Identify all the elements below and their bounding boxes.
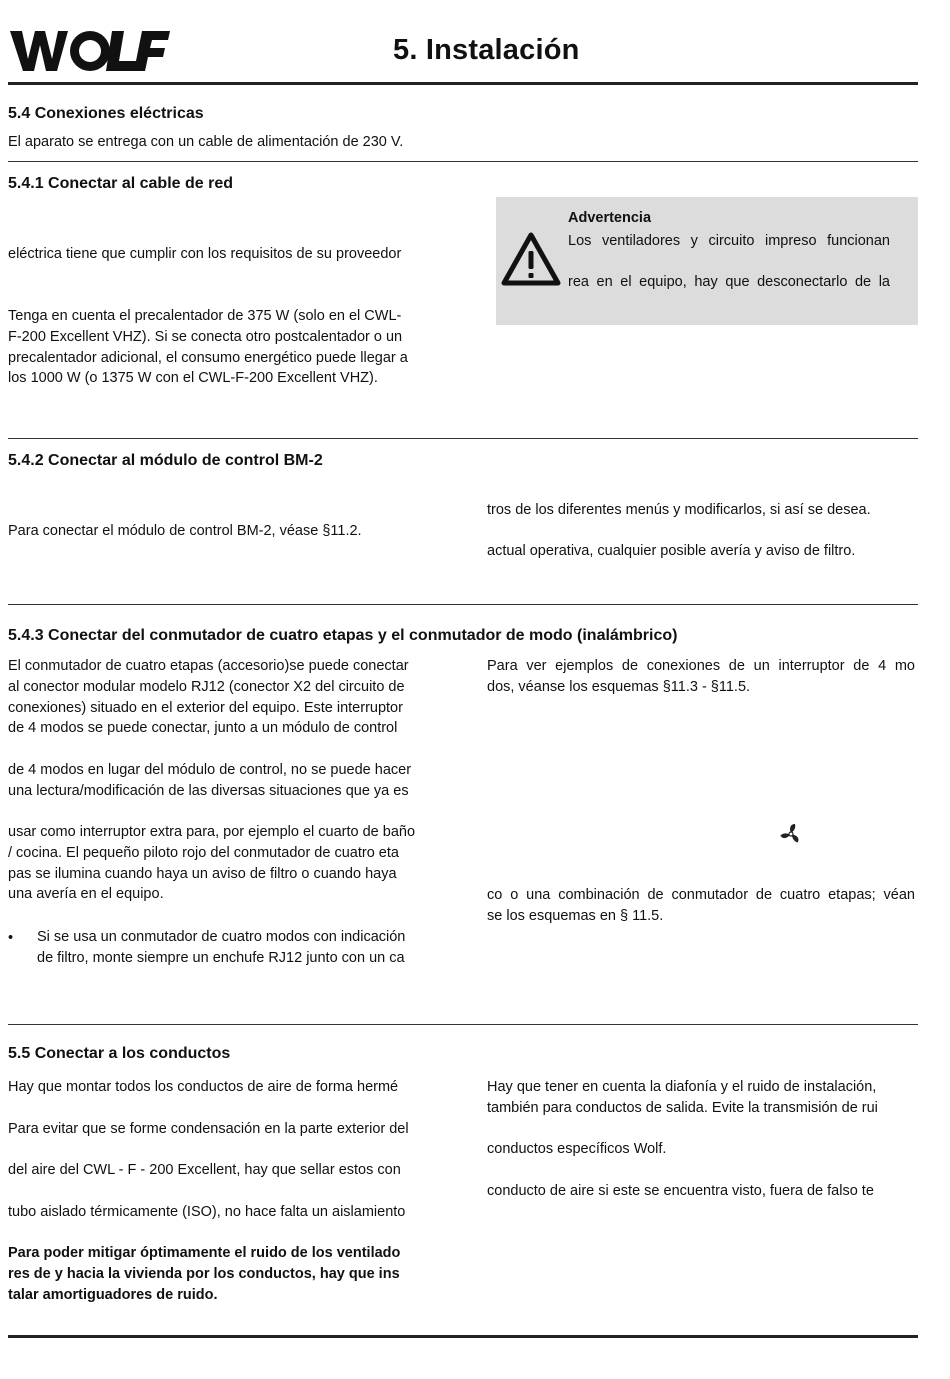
section-divider [8, 161, 918, 162]
switch-examples-paragraph [487, 656, 915, 698]
logo-text: WOLF [8, 27, 11, 28]
section-heading-5-4-2: 5.4.2 Conectar al módulo de control BM-2 [8, 452, 323, 469]
crosstalk-paragraph [487, 1077, 915, 1119]
section-heading-5-5: 5.5 Conectar a los conductos [8, 1045, 231, 1062]
paragraph-line: pas se ilumina cuando haya un aviso de filtro o cuando haya [8, 865, 397, 882]
paragraph-line: res de y hacia la vivienda por los conductos, hay que ins [8, 1265, 400, 1282]
paragraph-line: conexiones) situado en el exterior del equipo. Este interruptor [8, 699, 403, 716]
bullet-mark: • [8, 930, 14, 946]
paragraph-line: Para ver ejemplos de conexiones de un interruptor de 4 mo [487, 658, 915, 674]
paragraph-line: Hay que montar todos los conductos de aire de forma hermé [8, 1079, 399, 1095]
paragraph-line: co o una combinación de conmutador de cuatro etapas; véan [487, 887, 915, 903]
paragraph-line: Para evitar que se forme condensación en la parte exterior del [8, 1121, 409, 1137]
paragraph-line: dos, véanse los esquemas §11.3 - §11.5. [487, 678, 751, 695]
header-rule [8, 82, 918, 85]
paragraph-line: precalentador adicional, el consumo energético puede llegar a [8, 349, 408, 366]
paragraph-line: también para conductos de salida. Evite la transmisión de rui [487, 1099, 878, 1116]
section-divider [8, 604, 918, 605]
paragraph-line: Tenga en cuenta el precalentador de 375 W (solo en el CWL- [8, 308, 402, 324]
bullet-item [37, 927, 439, 969]
switch-paragraph [8, 760, 440, 802]
paragraph-line: del aire del CWL - F - 200 Excellent, hay que sellar estos con [8, 1162, 401, 1178]
paragraph-line: / cocina. El pequeño piloto rojo del conmutador de cuatro eta [8, 844, 399, 861]
wolf-logo [8, 27, 170, 75]
paragraph-line: usar como interruptor extra para, por ejemplo el cuarto de baño [8, 824, 416, 840]
fan-icon [780, 823, 802, 845]
paragraph-line: una avería en el equipo. [8, 886, 164, 903]
preheater-paragraph [8, 306, 440, 389]
paragraph-line: tubo aislado térmicamente (ISO), no hace falta un aislamiento [8, 1204, 406, 1220]
paragraph-line: Hay que tener en cuenta la diafonía y el ruido de instalación, [487, 1079, 877, 1095]
paragraph-line: conductos específicos Wolf. [487, 1141, 667, 1157]
paragraph-line: una lectura/modificación de las diversas situaciones que ya es [8, 782, 409, 799]
paragraph-line: Para poder mitigar óptimamente el ruido de los ventilado [8, 1245, 401, 1261]
section-text-5-4: El aparato se entrega con un cable de alimentación de 230 V. [8, 134, 404, 150]
paragraph-line: eléctrica tiene que cumplir con los requisitos de su proveedor [8, 246, 402, 262]
warning-triangle-icon [500, 231, 562, 289]
switch-paragraph [8, 656, 440, 739]
paragraph-line: actual operativa, cualquier posible avería y aviso de filtro. [487, 543, 856, 559]
paragraph-line: al conector modular modelo RJ12 (conector X2 del circuito de [8, 678, 405, 695]
section-divider [8, 438, 918, 439]
paragraph-line: talar amortiguadores de ruido. [8, 1286, 218, 1303]
paragraph-line: de 4 modos se puede conectar, junto a un módulo de control [8, 720, 398, 737]
paragraph-line: se los esquemas en § 11.5. [487, 907, 664, 924]
paragraph-line: los 1000 W (o 1375 W con el CWL-F-200 Excellent VHZ). [8, 370, 378, 387]
paragraph-line: F-200 Excellent VHZ). Si se conecta otro postcalentador o un [8, 328, 403, 345]
switch-paragraph [8, 822, 440, 905]
paragraph-line: tros de los diferentes menús y modificarlos, si así se desea. [487, 502, 871, 518]
warning-text-line: Los ventiladores y circuito impreso funcionan [568, 233, 890, 249]
warning-text-line: rea en el equipo, hay que desconectarlo de la [568, 274, 890, 290]
switch-combination-paragraph [487, 885, 915, 927]
page-title: 5. Instalación [393, 34, 580, 66]
paragraph-line: conducto de aire si este se encuentra visto, fuera de falso te [487, 1183, 874, 1199]
section-heading-5-4: 5.4 Conexiones eléctricas [8, 105, 204, 122]
paragraph-line: de filtro, monte siempre un enchufe RJ12 junto con un ca [37, 949, 405, 966]
paragraph-line: Si se usa un conmutador de cuatro modos con indicación [37, 929, 406, 945]
paragraph-line: Para conectar el módulo de control BM-2, véase §11.2. [8, 523, 362, 539]
section-heading-5-4-3: 5.4.3 Conectar del conmutador de cuatro etapas y el conmutador de modo (inalámbrico) [8, 627, 678, 644]
paragraph-line: El conmutador de cuatro etapas (accesorio)se puede conectar [8, 658, 409, 674]
noise-damper-note [8, 1243, 440, 1305]
section-divider [8, 1024, 918, 1025]
warning-title: Advertencia [568, 210, 652, 226]
footer-rule [8, 1335, 918, 1338]
paragraph-line: de 4 modos en lugar del módulo de control, no se puede hacer [8, 762, 412, 778]
section-heading-5-4-1: 5.4.1 Conectar al cable de red [8, 175, 233, 192]
